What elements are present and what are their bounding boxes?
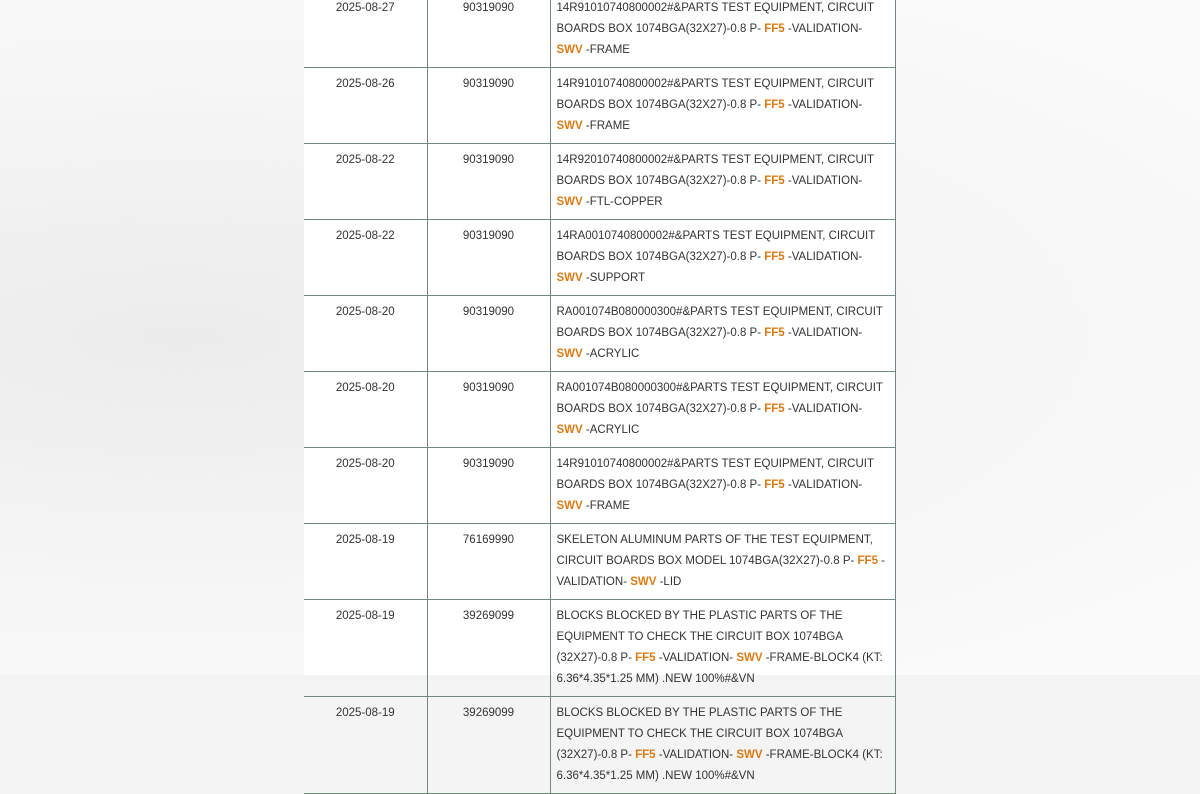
hs-code-cell: 90319090 — [427, 0, 550, 68]
description-text: -VALIDATION- — [784, 251, 863, 263]
table-row — [304, 448, 895, 524]
highlight-keyword: SWV — [736, 749, 763, 761]
hs-code-cell: 90319090 — [427, 372, 550, 448]
description-cell — [550, 524, 895, 600]
description-text: -VALIDATION- — [784, 479, 863, 491]
date-cell: 2025-08-19 — [304, 524, 427, 600]
description-cell — [550, 68, 895, 144]
description-text: -VALIDATION- — [556, 555, 886, 588]
description-cell — [550, 296, 895, 372]
description-cell — [550, 372, 895, 448]
shipment-records-table — [304, 0, 896, 794]
highlight-keyword: SWV — [736, 652, 763, 664]
description-text: -LID — [656, 576, 682, 588]
table-row — [304, 296, 895, 372]
date-cell: 2025-08-26 — [304, 68, 427, 144]
highlight-keyword: SWV — [556, 348, 583, 360]
hs-code-cell: 90319090 — [427, 68, 550, 144]
highlight-keyword: FF5 — [764, 327, 785, 339]
highlight-keyword: SWV — [556, 272, 583, 284]
description-cell — [550, 0, 895, 68]
highlight-keyword: FF5 — [764, 403, 785, 415]
highlight-keyword: FF5 — [764, 99, 785, 111]
table-row — [304, 0, 895, 68]
highlight-keyword: FF5 — [764, 175, 785, 187]
hs-code-cell: 76169990 — [427, 524, 550, 600]
table-body — [304, 0, 895, 794]
table-row — [304, 68, 895, 144]
highlight-keyword: FF5 — [764, 251, 785, 263]
table-row — [304, 697, 895, 794]
description-text: -FRAME-BLOCK4 (KT: 6.36*4.35*1.25 MM) .NEW 100%#&VN — [556, 652, 883, 685]
hs-code-cell: 90319090 — [427, 296, 550, 372]
description-text: -VALIDATION- — [784, 403, 863, 415]
date-cell: 2025-08-20 — [304, 448, 427, 524]
highlight-keyword: SWV — [556, 424, 583, 436]
table-row — [304, 524, 895, 600]
description-cell — [550, 600, 895, 697]
description-text: -FTL-COPPER — [582, 196, 663, 208]
highlight-keyword: FF5 — [764, 23, 785, 35]
date-cell: 2025-08-22 — [304, 220, 427, 296]
description-text: -FRAME — [582, 120, 630, 132]
description-text: -ACRYLIC — [582, 348, 640, 360]
table-row — [304, 372, 895, 448]
description-text: 14R92010740800002#&PARTS TEST EQUIPMENT, CIRCUIT BOARDS BOX 1074BGA(32X27)-0.8 P- — [556, 154, 874, 187]
description-cell — [550, 220, 895, 296]
hs-code-cell: 39269099 — [427, 697, 550, 794]
table-row — [304, 144, 895, 220]
highlight-keyword: SWV — [556, 44, 583, 56]
date-cell: 2025-08-19 — [304, 600, 427, 697]
description-text: 14RA0010740800002#&PARTS TEST EQUIPMENT, CIRCUIT BOARDS BOX 1074BGA(32X27)-0.8 P- — [556, 230, 876, 263]
description-text: -FRAME-BLOCK4 (KT: 6.36*4.35*1.25 MM) .NEW 100%#&VN — [556, 749, 883, 782]
description-text: -VALIDATION- — [784, 327, 863, 339]
hs-code-cell: 90319090 — [427, 448, 550, 524]
description-text: RA001074B080000300#&PARTS TEST EQUIPMENT, CIRCUIT BOARDS BOX 1074BGA(32X27)-0.8 P- — [556, 306, 883, 339]
hs-code-cell: 90319090 — [427, 144, 550, 220]
table-row — [304, 600, 895, 697]
description-text: -VALIDATION- — [784, 23, 863, 35]
description-text: -VALIDATION- — [784, 175, 863, 187]
date-cell: 2025-08-22 — [304, 144, 427, 220]
description-text: -FRAME — [582, 44, 630, 56]
highlight-keyword: FF5 — [635, 749, 656, 761]
highlight-keyword: SWV — [556, 120, 583, 132]
highlight-keyword: SWV — [630, 576, 657, 588]
hs-code-cell: 39269099 — [427, 600, 550, 697]
description-text: -SUPPORT — [582, 272, 646, 284]
description-text: -VALIDATION- — [784, 99, 863, 111]
description-text: -VALIDATION- — [655, 749, 737, 761]
highlight-keyword: FF5 — [635, 652, 656, 664]
records-page — [304, 0, 896, 782]
description-text: -ACRYLIC — [582, 424, 640, 436]
description-text: -VALIDATION- — [655, 652, 737, 664]
date-cell: 2025-08-20 — [304, 372, 427, 448]
hs-code-cell: 90319090 — [427, 220, 550, 296]
highlight-keyword: FF5 — [764, 479, 785, 491]
description-cell — [550, 448, 895, 524]
description-text: BLOCKS BLOCKED BY THE PLASTIC PARTS OF THE EQUIPMENT TO CHECK THE CIRCUIT BOX 1074BGA (32X27)-0.8 P- — [556, 610, 843, 664]
date-cell: 2025-08-19 — [304, 697, 427, 794]
date-cell: 2025-08-20 — [304, 296, 427, 372]
description-text: 14R91010740800002#&PARTS TEST EQUIPMENT, CIRCUIT BOARDS BOX 1074BGA(32X27)-0.8 P- — [556, 2, 874, 35]
description-cell — [550, 697, 895, 794]
description-text: -FRAME — [582, 500, 630, 512]
description-text: 14R91010740800002#&PARTS TEST EQUIPMENT, CIRCUIT BOARDS BOX 1074BGA(32X27)-0.8 P- — [556, 458, 874, 491]
description-text: RA001074B080000300#&PARTS TEST EQUIPMENT, CIRCUIT BOARDS BOX 1074BGA(32X27)-0.8 P- — [556, 382, 883, 415]
description-text: SKELETON ALUMINUM PARTS OF THE TEST EQUIPMENT, CIRCUIT BOARDS BOX MODEL 1074BGA(32X27)-0.8 P- — [556, 534, 873, 567]
description-text: 14R91010740800002#&PARTS TEST EQUIPMENT, CIRCUIT BOARDS BOX 1074BGA(32X27)-0.8 P- — [556, 78, 874, 111]
highlight-keyword: SWV — [556, 196, 583, 208]
highlight-keyword: FF5 — [857, 555, 878, 567]
description-text: BLOCKS BLOCKED BY THE PLASTIC PARTS OF THE EQUIPMENT TO CHECK THE CIRCUIT BOX 1074BGA (32X27)-0.8 P- — [556, 707, 843, 761]
table-row — [304, 220, 895, 296]
date-cell: 2025-08-27 — [304, 0, 427, 68]
highlight-keyword: SWV — [556, 500, 583, 512]
description-cell — [550, 144, 895, 220]
